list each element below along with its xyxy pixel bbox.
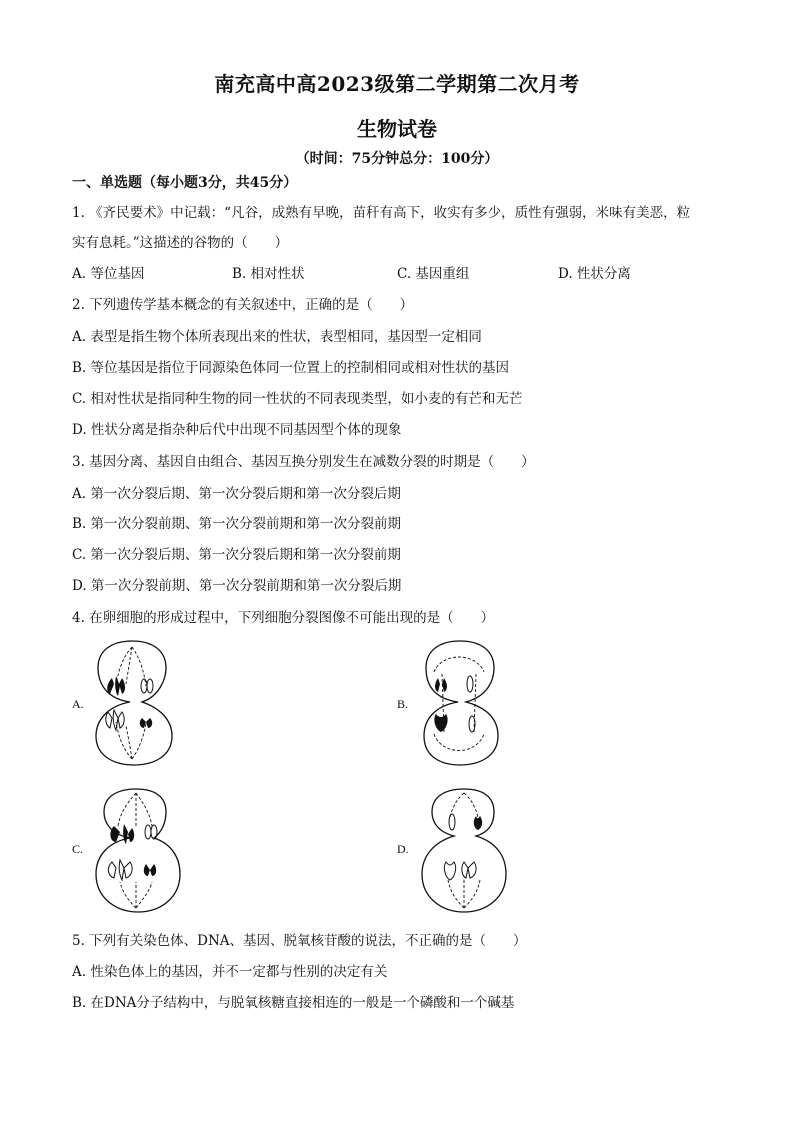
q2-stem: 2. 下列遗传学基本概念的有关叙述中，正确的是（ ）: [72, 297, 414, 313]
exam-school-title: 南充高中高2023级第二学期第二次月考: [214, 72, 580, 96]
q4-figure-a-cell: [92, 638, 176, 768]
q1-option-c: C. 基因重组: [397, 266, 470, 282]
q2-option-a: A. 表型是指生物个体所表现出来的性状，表型相同，基因型一定相同: [72, 329, 482, 345]
q4-figure-b-cell: [418, 638, 502, 768]
q4-figure-label-c: C.: [72, 842, 84, 856]
q1-option-a: A. 等位基因: [72, 266, 145, 282]
section-heading: 一、单选题（每小题3分，共45分）: [72, 175, 298, 191]
q1-stem-line2: 实有息耗。”这描述的谷物的（ ）: [72, 235, 289, 251]
q5-option-b: B. 在DNA分子结构中，与脱氧核糖直接相连的一般是一个磷酸和一个碱基: [72, 995, 515, 1011]
q4-figure-c-cell: [92, 786, 184, 916]
q5-stem: 5. 下列有关染色体、DNA、基因、脱氧核苷酸的说法，不正确的是（ ）: [72, 933, 527, 949]
q4-figure-label-a: A.: [72, 697, 84, 711]
q2-option-d: D. 性状分离是指杂种后代中出现不同基因型个体的现象: [72, 422, 402, 438]
q1-option-b: B. 相对性状: [232, 266, 305, 282]
q2-option-c: C. 相对性状是指同种生物的同一性状的不同表现类型，如小麦的有芒和无芒: [72, 391, 523, 407]
q3-option-b: B. 第一次分裂前期、第一次分裂前期和第一次分裂前期: [72, 516, 402, 532]
q3-option-d: D. 第一次分裂前期、第一次分裂前期和第一次分裂后期: [72, 578, 402, 594]
q3-option-a: A. 第一次分裂后期、第一次分裂后期和第一次分裂后期: [72, 486, 401, 502]
q3-option-c: C. 第一次分裂后期、第一次分裂后期和第一次分裂前期: [72, 547, 401, 563]
exam-time-info: （时间：75分钟总分：100分）: [295, 151, 499, 167]
q4-figure-label-b: B.: [397, 697, 409, 711]
q4-stem: 4. 在卵细胞的形成过程中，下列细胞分裂图像不可能出现的是（ ）: [72, 610, 495, 626]
q5-option-a: A. 性染色体上的基因，并不一定都与性别的决定有关: [72, 964, 388, 980]
q1-option-d: D. 性状分离: [558, 266, 631, 282]
q4-figure-d-cell: [418, 786, 510, 916]
exam-subject-title: 生物试卷: [357, 117, 437, 141]
q3-stem: 3. 基因分离、基因自由组合、基因互换分别发生在减数分裂的时期是（ ）: [72, 454, 535, 470]
q4-figure-label-d: D.: [397, 842, 409, 856]
q1-stem-line1: 1. 《齐民要术》中记载：“凡谷，成熟有早晚，苗秆有高下，收实有多少，质性有强弱，米味有美恶，粒: [72, 205, 691, 221]
q2-option-b: B. 等位基因是指位于同源染色体同一位置上的控制相同或相对性状的基因: [72, 360, 510, 376]
